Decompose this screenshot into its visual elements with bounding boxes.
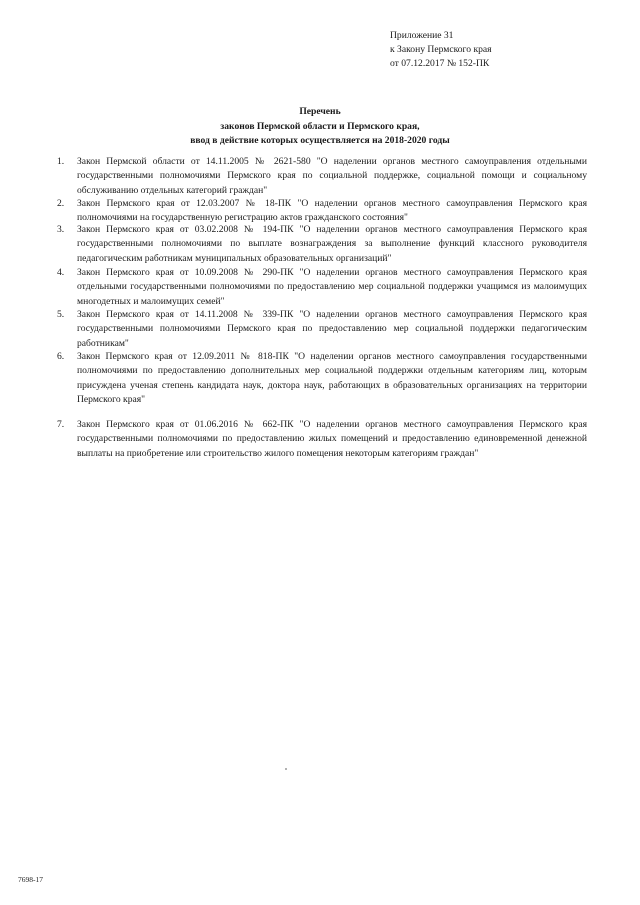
document-title [0,105,640,149]
scan-speck [285,768,287,770]
title-line-subject: законов Пермской области и Пермского края, [220,120,420,132]
list-item-number: 4. [57,267,65,278]
attachment-header [390,29,590,71]
document-code: 7698-17 [18,875,43,884]
list-item-text: Закон Пермского края от 01.06.2016 № 662-ПК "О наделении органов местного самоуправления Пермского края государственными полномочиями по предоставлению жилых помещений и предоставлению единовременной денежной выплаты на приобретение или строительство жилого помещения некоторым категориям граждан" [77,419,587,459]
list-item-text: Закон Пермского края от 10.09.2008 № 290-ПК "О наделении органов местного самоуправления Пермского края отдельными государственными полномочиями по предоставлению мер социальной поддержки учащимся из малоимущих многодетных и малоимущих семей" [77,267,587,307]
attachment-line-appendix: Приложение 31 [390,30,454,41]
list-item-text: Закон Пермского края от 12.09.2011 № 818-ПК "О наделении органов местного самоуправления государственными полномочиями по предоставлению дополнительных мер социальной поддержки отдельным категориям лиц, которым присуждена ученая степень кандидата наук, доктора наук, работающих в образовательных организациях на территории Пермского края" [77,351,587,406]
list-item-text: Закон Пермской области от 14.11.2005 № 2621-580 "О наделении органов местного самоуправления отдельными государственными полномочиями Пермского края по социальной поддержке, социальной помощи и социальному обслуживанию отдельных категорий граждан" [77,156,587,196]
list-item-number: 7. [57,419,65,430]
list-item-number: 5. [57,309,65,320]
list-item-text: Закон Пермского края от 12.03.2007 № 18-ПК "О наделении органов местного самоуправления Пермского края полномочиями на государственную регистрацию актов гражданского состояния" [77,198,587,224]
attachment-line-date: от 07.12.2017 № 152-ПК [390,58,490,69]
list-item-number: 2. [57,198,65,209]
list-item-text: Закон Пермского края от 03.02.2008 № 194-ПК "О наделении органов местного самоуправления Пермского края государственными полномочиями по выплате вознаграждения за выполнение функций классного руководителя педагогическим работникам муниципальных образовательных организаций" [77,224,587,264]
list-item-number: 3. [57,224,65,235]
list-item-text: Закон Пермского края от 14.11.2008 № 339-ПК "О наделении органов местного самоуправления Пермского края государственными полномочиями Пермского края по предоставлению мер социальной поддержки педагогическим работникам" [77,309,587,349]
title-line-period: ввод в действие которых осуществляется на 2018-2020 годы [190,135,450,146]
title-line-list: Перечень [299,106,341,117]
attachment-line-law: к Закону Пермского края [390,44,492,55]
list-item-number: 6. [57,351,65,362]
list-item-number: 1. [57,156,65,167]
